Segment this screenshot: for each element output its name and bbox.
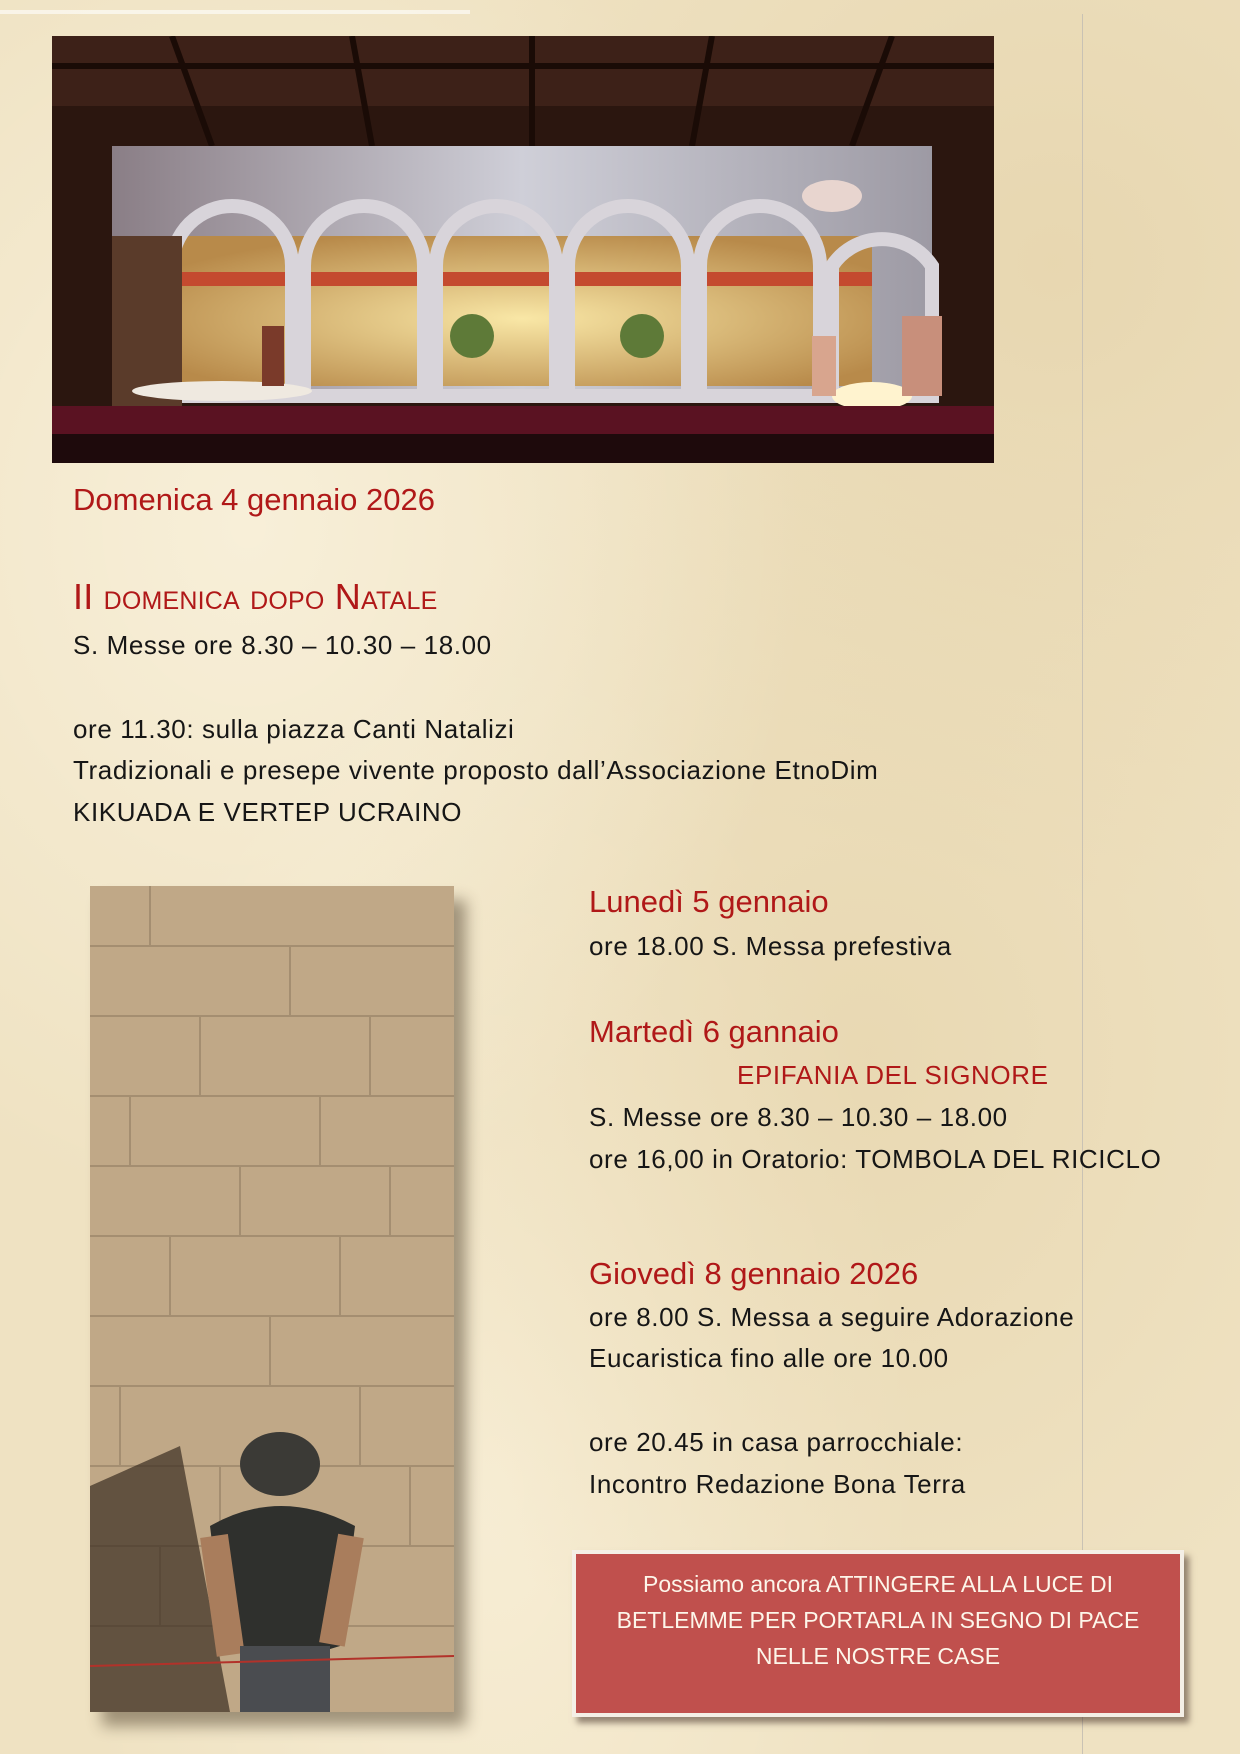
tuesday-line-2: ore 16,00 in Oratorio: TOMBOLA DEL RICICLO bbox=[589, 1144, 1162, 1174]
tuesday-date: Martedì 6 gannaio bbox=[589, 1014, 839, 1049]
thursday-line-4: Incontro Redazione Bona Terra bbox=[589, 1469, 966, 1499]
tuesday-line-1: S. Messe ore 8.30 – 10.30 – 18.00 bbox=[589, 1102, 1008, 1132]
nativity-cloister-photo bbox=[52, 36, 994, 463]
sunday-event-line-2: Tradizionali e presepe vivente proposto dall’Associazione EtnoDim bbox=[73, 755, 879, 785]
thursday-date: Giovedì 8 gennaio 2026 bbox=[589, 1256, 919, 1291]
sunday-event-line-3: KIKUADA E VERTEP UCRAINO bbox=[73, 797, 463, 827]
notice-line-2: BETLEMME PER PORTARLA IN SEGNO DI PACE bbox=[616, 1607, 1140, 1633]
notice-line-3: NELLE NOSTRE CASE bbox=[755, 1643, 1001, 1669]
sunday-masses: S. Messe ore 8.30 – 10.30 – 18.00 bbox=[73, 630, 492, 660]
sunday-date: Domenica 4 gennaio 2026 bbox=[73, 482, 435, 517]
thursday-line-2: Eucaristica fino alle ore 10.00 bbox=[589, 1343, 949, 1373]
thursday-line-3: ore 20.45 in casa parrocchiale: bbox=[589, 1427, 964, 1457]
top-edge-highlight bbox=[0, 10, 470, 14]
monday-date: Lunedì 5 gennaio bbox=[589, 884, 829, 919]
feast-title: II domenica dopo Natale bbox=[73, 576, 438, 617]
pilgrim-on-wall-photo bbox=[90, 886, 454, 1712]
notice-line-1: Possiamo ancora ATTINGERE ALLA LUCE DI bbox=[643, 1571, 1113, 1597]
notice-box bbox=[572, 1550, 1184, 1717]
sunday-event-line-1: ore 11.30: sulla piazza Canti Natalizi bbox=[73, 714, 515, 744]
monday-line-1: ore 18.00 S. Messa prefestiva bbox=[589, 931, 952, 961]
thursday-line-1: ore 8.00 S. Messa a seguire Adorazione bbox=[589, 1302, 1075, 1332]
margin-rule bbox=[1082, 14, 1083, 1754]
tuesday-feast: EPIFANIA DEL SIGNORE bbox=[737, 1060, 1049, 1090]
